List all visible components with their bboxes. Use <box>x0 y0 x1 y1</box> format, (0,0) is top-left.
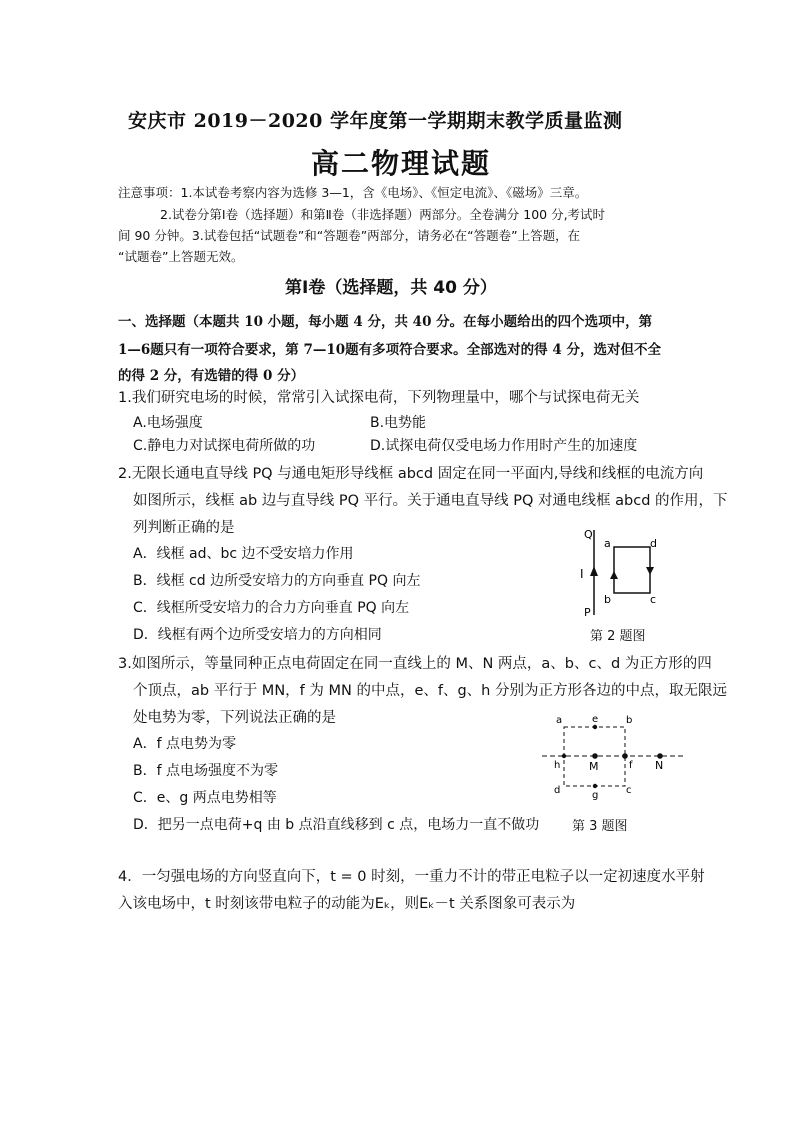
wire-current-arrow <box>590 566 598 576</box>
label-i: I <box>580 567 584 581</box>
label-c: c <box>650 593 657 606</box>
loop-arrow-dc <box>646 567 654 575</box>
label-a: a <box>604 537 611 550</box>
label-a: a <box>556 715 563 726</box>
label-f: f <box>629 760 633 771</box>
q4-stem-line-1: 4．一匀强电场的方向竖直向下，t = 0 时刻，一重力不计的带正电粒子以一定初速度水平射 <box>118 869 705 885</box>
q3-stem-line-2: 个顶点，ab 平行于 MN，f 为 MN 的中点，e、f、g、h 分别为正方形各边的中点，取无限远 <box>133 683 727 699</box>
q2-figure <box>570 520 670 620</box>
q1-option-d: D.试探电荷仅受电场力作用时产生的加速度 <box>370 438 638 454</box>
q2-stem-line-2: 如图所示，线框 ab 边与直导线 PQ 平行。关于通电直导线 PQ 对通电线框 abcd 的作用，下 <box>133 493 728 509</box>
point-m <box>592 753 598 759</box>
q3-stem-line-3: 处电势为零，下列说法正确的是 <box>133 710 336 726</box>
q1-option-b: B.电势能 <box>370 415 427 431</box>
label-b: b <box>626 715 633 726</box>
label-d: d <box>650 537 657 550</box>
exam-subtitle: 高二物理试题 <box>311 147 492 180</box>
q3-option-b: B．f 点电场强度不为零 <box>133 763 278 779</box>
label-g: g <box>592 790 599 800</box>
section-title: 第Ⅰ卷（选择题，共 40 分） <box>285 278 497 298</box>
point-h <box>562 754 566 758</box>
point-n <box>657 753 663 759</box>
directions-line-1: 一、选择题（本题共 10 小题，每小题 4 分，共 40 分。在每小题给出的四个选项中，第 <box>118 314 653 330</box>
point-g <box>593 784 597 788</box>
notes-line-2: 2.试卷分第Ⅰ卷（选择题）和第Ⅱ卷（非选择题）两部分。全卷满分 100 分,考试时 <box>160 207 606 222</box>
notes-line-1: 注意事项：1.本试卷考察内容为选修 3—1，含《电场》、《恒定电流》、《磁场》三章。 <box>118 185 588 200</box>
q2-stem-line-3: 列判断正确的是 <box>133 520 235 536</box>
label-d: d <box>554 785 561 796</box>
notes-line-4: “试题卷”上答题无效。 <box>118 249 244 264</box>
point-e <box>593 725 597 729</box>
q2-option-b: B．线框 cd 边所受安培力的方向垂直 PQ 向左 <box>133 573 421 589</box>
label-q: Q <box>584 528 593 541</box>
label-c: c <box>626 785 632 796</box>
label-b: b <box>604 593 611 606</box>
directions-line-3: 的得 2 分，有选错的得 0 分） <box>118 368 305 384</box>
q3-figure-caption: 第 3 题图 <box>572 819 628 834</box>
q3-stem-line-1: 3.如图所示，等量同种正点电荷固定在同一直线上的 M、N 两点，a、b、c、d 为正方形的四 <box>118 656 712 672</box>
label-m: M <box>589 760 599 773</box>
q2-figure-caption: 第 2 题图 <box>590 629 646 644</box>
loop-arrow-ab <box>610 571 618 579</box>
q1-stem: 1.我们研究电场的时候，常常引入试探电荷，下列物理量中，哪个与试探电荷无关 <box>118 390 640 406</box>
q3-option-d: D．把另一点电荷+q 由 b 点沿直线移到 c 点，电场力一直不做功 <box>133 817 540 833</box>
q3-option-a: A．f 点电势为零 <box>133 736 236 752</box>
q2-stem-line-1: 2.无限长通电直导线 PQ 与通电矩形导线框 abcd 固定在同一平面内,导线和线框的电流方向 <box>118 466 704 482</box>
q2-option-d: D．线框有两个边所受安培力的方向相同 <box>133 627 382 643</box>
q3-option-c: C．e、g 两点电势相等 <box>133 790 277 806</box>
q2-option-a: A．线框 ad、bc 边不受安培力作用 <box>133 546 354 562</box>
q1-option-a: A.电场强度 <box>133 415 203 431</box>
label-n: N <box>655 759 664 772</box>
directions-line-2: 1—6题只有一项符合要求，第 7—10题有多项符合要求。全部选对的得 4 分，选对但不全 <box>118 342 661 358</box>
label-p: P <box>584 606 591 619</box>
label-e: e <box>592 714 599 725</box>
q3-figure <box>540 710 690 800</box>
point-f <box>622 753 628 759</box>
q4-stem-line-2: 入该电场中，t 时刻该带电粒子的动能为Eₖ，则Eₖ－t 关系图象可表示为 <box>118 896 576 912</box>
notes-line-3: 间 90 分钟。3.试卷包括“试题卷”和“答题卷”两部分，请务必在“答题卷”上答题，在 <box>118 228 581 243</box>
q1-option-c: C.静电力对试探电荷所做的功 <box>133 438 316 454</box>
exam-title: 安庆市 2019－2020 学年度第一学期期末教学质量监测 <box>128 110 623 132</box>
label-h: h <box>554 760 561 771</box>
loop-abcd <box>614 547 650 593</box>
q2-option-c: C．线框所受安培力的合力方向垂直 PQ 向左 <box>133 600 410 616</box>
